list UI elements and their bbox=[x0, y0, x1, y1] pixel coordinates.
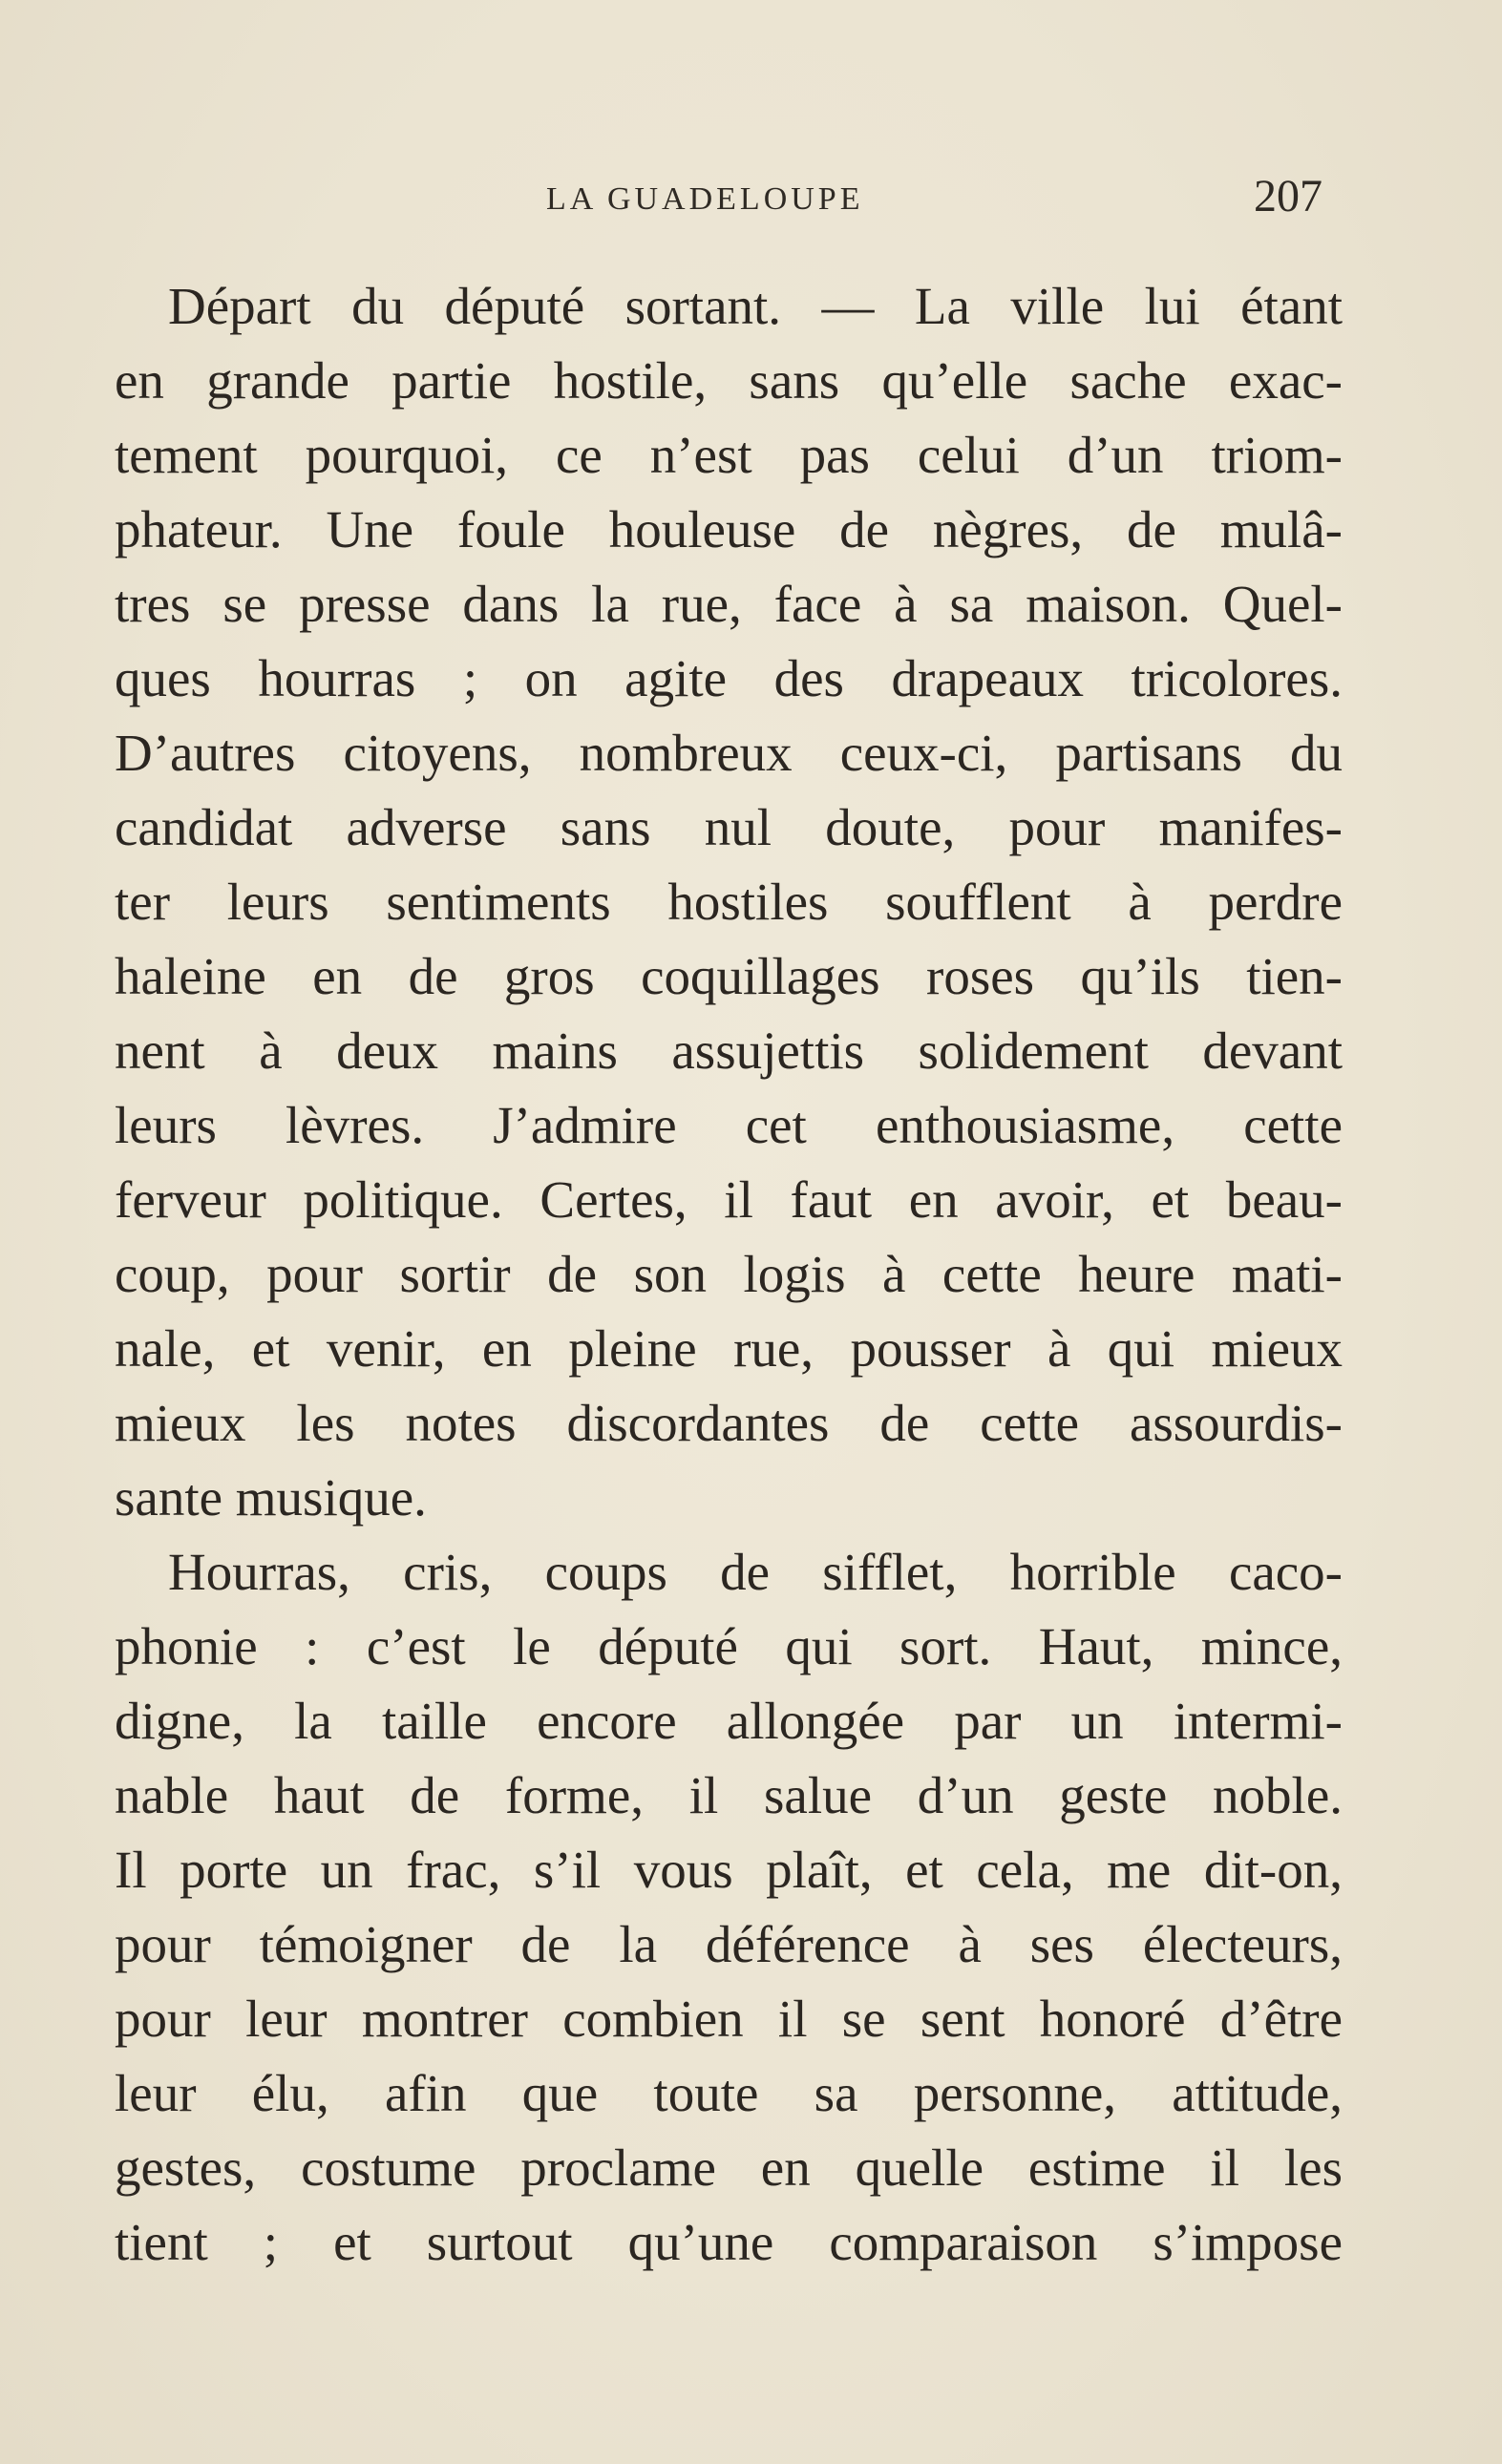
text-line: haleine en de gros coquillages roses qu’ils tien- bbox=[115, 947, 1343, 1005]
text-line: leur élu, afin que toute sa personne, attitude, bbox=[115, 2064, 1343, 2122]
text-line: D’autres citoyens, nombreux ceux-ci, partisans du bbox=[115, 724, 1343, 782]
text-line: candidat adverse sans nul doute, pour manifes- bbox=[115, 798, 1343, 856]
text-line: ques hourras ; on agite des drapeaux tricolores. bbox=[115, 649, 1343, 707]
text-line: sante musique. bbox=[115, 1468, 427, 1527]
page-number: 207 bbox=[1254, 171, 1322, 221]
text-line: tient ; et surtout qu’une comparaison s’impose bbox=[115, 2213, 1343, 2271]
text-line: en grande partie hostile, sans qu’elle sache exac- bbox=[115, 351, 1343, 410]
text-line: pour témoigner de la déférence à ses électeurs, bbox=[115, 1915, 1343, 1973]
text-line: mieux les notes discordantes de cette assourdis- bbox=[115, 1394, 1343, 1452]
text-line: pour leur montrer combien il se sent honoré d’être bbox=[115, 1990, 1343, 2048]
text-line: leurs lèvres. J’admire cet enthousiasme, cette bbox=[115, 1096, 1343, 1154]
text-line: Il porte un frac, s’il vous plaît, et cela, me dit-on, bbox=[115, 1841, 1343, 1899]
text-line: phonie : c’est le député qui sort. Haut, mince, bbox=[115, 1617, 1343, 1675]
text-line: coup, pour sortir de son logis à cette heure mati- bbox=[115, 1245, 1343, 1303]
running-title: LA GUADELOUPE bbox=[546, 181, 864, 217]
text-line: tement pourquoi, ce n’est pas celui d’un triom- bbox=[115, 426, 1343, 484]
text-line: tres se presse dans la rue, face à sa maison. Quel- bbox=[115, 575, 1343, 633]
text-line: nable haut de forme, il salue d’un geste noble. bbox=[115, 1766, 1343, 1824]
text-line: phateur. Une foule houleuse de nègres, de mulâ- bbox=[115, 500, 1343, 558]
text-line: nent à deux mains assujettis solidement devant bbox=[115, 1021, 1343, 1080]
text-line: ter leurs sentiments hostiles soufflent à perdre bbox=[115, 873, 1343, 931]
text-line: ferveur politique. Certes, il faut en avoir, et beau- bbox=[115, 1170, 1343, 1229]
text-line: gestes, costume proclame en quelle estime il les bbox=[115, 2138, 1343, 2197]
text-line: digne, la taille encore allongée par un intermi- bbox=[115, 1692, 1343, 1750]
body-text bbox=[115, 269, 1343, 2280]
text-line: Hourras, cris, coups de sifflet, horrible caco- bbox=[168, 1543, 1343, 1601]
text-line: Départ du député sortant. — La ville lui étant bbox=[168, 277, 1343, 335]
text-line: nale, et venir, en pleine rue, pousser à qui mieux bbox=[115, 1319, 1343, 1378]
